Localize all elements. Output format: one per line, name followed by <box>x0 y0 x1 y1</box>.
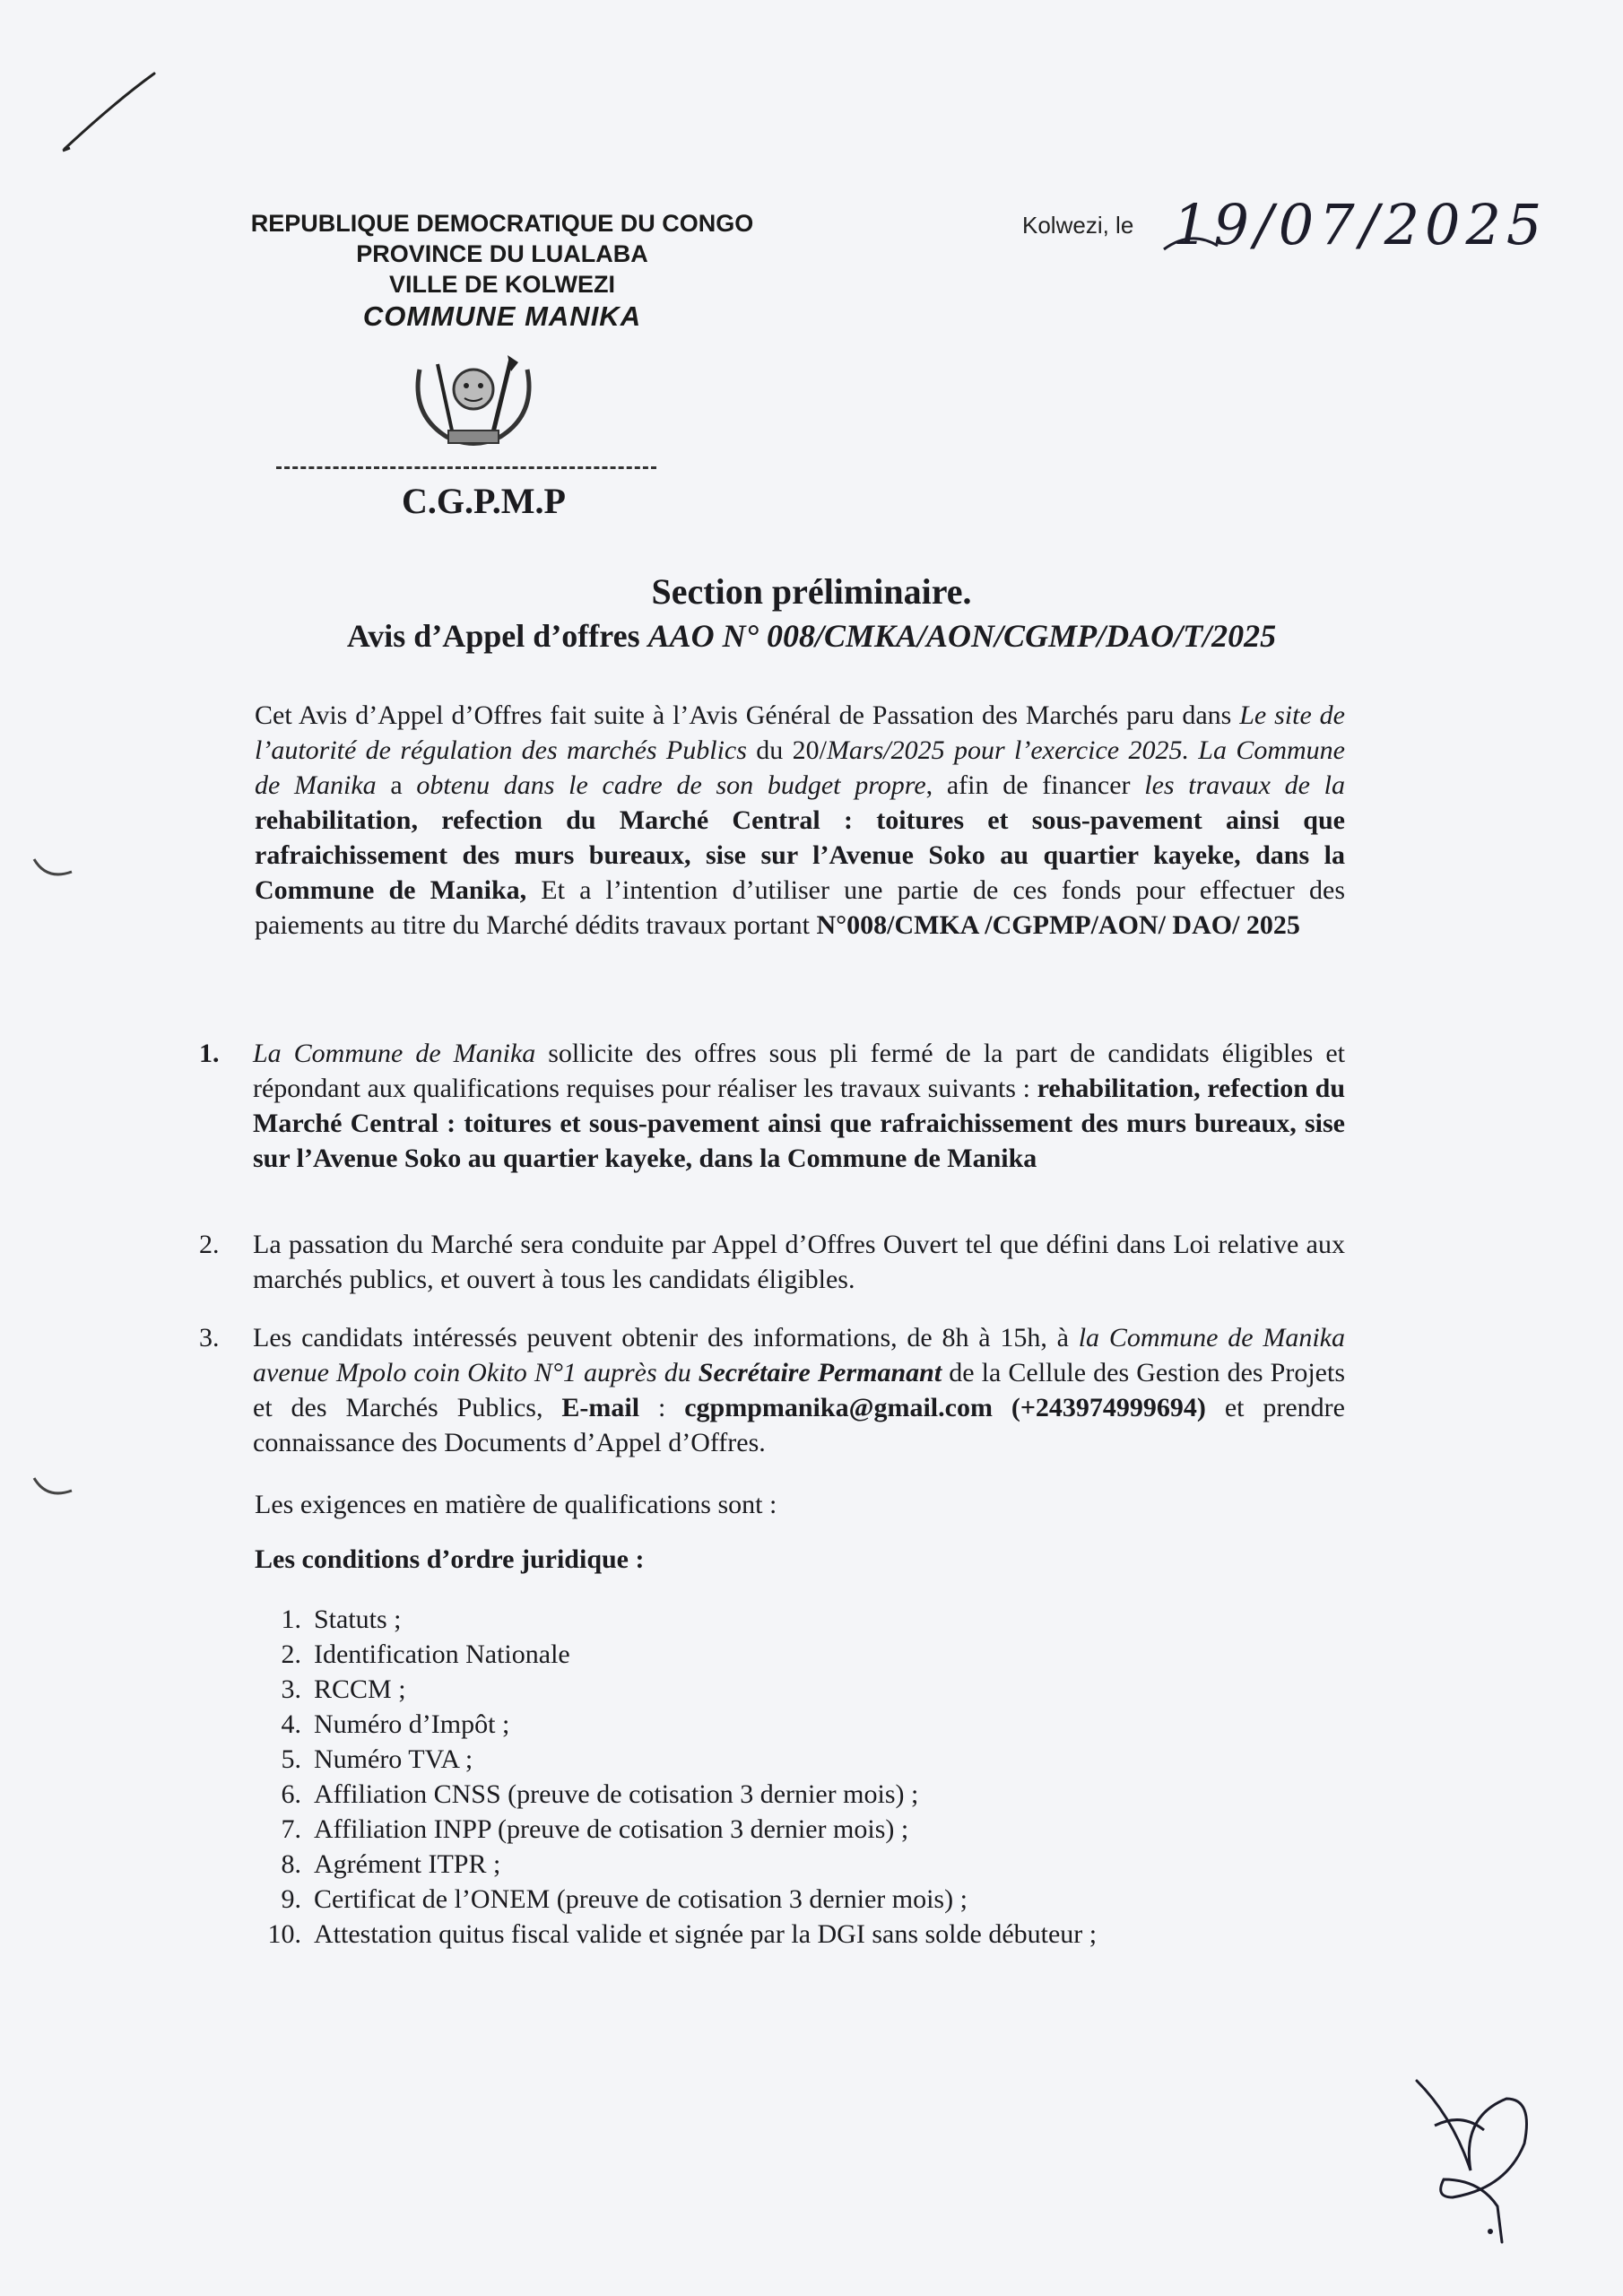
handwritten-date <box>1155 167 1548 283</box>
punch-hole-mark <box>27 1471 81 1507</box>
handwritten-initials <box>1399 2063 1551 2251</box>
intro-text-italic: les travaux de la <box>1144 770 1345 800</box>
list-item-number: 10. <box>267 1919 301 1949</box>
list-item-number: 1. <box>281 1605 301 1634</box>
tender-reference: AAO N° 008/CMKA/AON/CGMP/DAO/T/2025 <box>647 618 1277 654</box>
list-item <box>255 1777 1349 1812</box>
item-text-plain: de la Cellule des Gestion des Projets et des Marchés Publics, <box>253 1358 1345 1422</box>
numbered-item-1 <box>199 1036 1345 1176</box>
list-item <box>255 1882 1349 1917</box>
unit-acronym: C.G.P.M.P <box>402 481 566 521</box>
item-text-plain: Les candidats intéressés peuvent obtenir des informations, de 8h à 15h, à <box>253 1323 1079 1352</box>
list-item-text: Certificat de l’ONEM (preuve de cotisation 3 dernier mois) ; <box>314 1884 968 1914</box>
letterhead <box>179 208 825 332</box>
intro-text: Cet Avis d’Appel d’Offres fait suite à l’Avis Général de Passation des Marchés paru dans <box>255 700 1240 730</box>
handwritten-date-text: 19/07/2025 <box>1173 192 1548 257</box>
item-text-italic: la Commune de Manika avenue Mpolo coin Okito N°1 auprès du <box>253 1323 1345 1387</box>
item-number: 1. <box>199 1039 220 1068</box>
intro-text-bold: rehabilitation, refection du Marché Central : toitures et sous-pavement ainsi que rafraichissement des murs bureaux, sise sur l’Avenue Soko au quartier kayeke, dans la Commune de Manika, <box>255 805 1345 905</box>
list-item-number: 7. <box>281 1814 301 1844</box>
list-item-number: 2. <box>281 1639 301 1669</box>
list-item-number: 8. <box>281 1849 301 1879</box>
city-name: VILLE DE KOLWEZI <box>388 271 615 298</box>
intro-text: Et a l’intention d’utiliser une partie de ces fonds pour effectuer des paiements au titre du Marché dédits travaux portant <box>255 875 1345 940</box>
intro-text: du 20/ <box>746 735 827 765</box>
intro-text: , afin de financer <box>925 770 1145 800</box>
item-text-plain: sollicite des offres sous pli fermé de la part de candidats éligibles et répondant aux qualifications requises pour réaliser les travaux suivants : <box>253 1039 1345 1103</box>
legal-conditions-heading: Les conditions d’ordre juridique : <box>255 1544 645 1574</box>
numbered-item-2 <box>199 1227 1345 1297</box>
list-item-text: Numéro d’Impôt ; <box>314 1709 510 1739</box>
pen-stroke-mark <box>54 63 161 161</box>
header-divider <box>276 466 656 469</box>
item-number: 3. <box>199 1323 220 1352</box>
requirements-intro: Les exigences en matière de qualifications sont : <box>255 1490 777 1519</box>
place-label: Kolwezi, le <box>1022 212 1134 239</box>
province-name: PROVINCE DU LUALABA <box>356 240 648 267</box>
list-item-text: Statuts ; <box>314 1605 402 1634</box>
contact-email-phone: cgpmpmanika@gmail.com (+243974999694) <box>684 1393 1206 1422</box>
intro-text-italic: Mars/2025 pour l’exercice 2025. La Commune de Manika <box>255 735 1345 800</box>
list-item-text: Attestation quitus fiscal valide et signée par la DGI sans solde débuteur ; <box>314 1919 1098 1949</box>
coat-of-arms-icon <box>393 352 554 459</box>
item-text <box>253 1036 1345 1176</box>
intro-text-italic: Le site de l’autorité de régulation des marchés Publics <box>255 700 1345 765</box>
list-item <box>255 1742 1349 1777</box>
list-item <box>255 1917 1349 1952</box>
list-item-text: Identification Nationale <box>314 1639 570 1669</box>
tender-notice-prefix: Avis d’Appel d’offres <box>346 618 648 654</box>
section-title: Section préliminaire. <box>651 571 972 612</box>
email-label: E-mail <box>561 1393 640 1422</box>
item-text <box>253 1320 1345 1460</box>
intro-paragraph <box>255 698 1345 943</box>
item-number: 2. <box>199 1230 220 1259</box>
list-item-number: 3. <box>281 1674 301 1704</box>
tender-notice-title <box>0 617 1623 655</box>
item-text-bold: rehabilitation, refection du Marché Central : toitures et sous-pavement ainsi que rafraichissement des murs bureaux, sise sur l’Avenue Soko au quartier kayeke, dans la Commune de Manika <box>253 1074 1346 1173</box>
item-text-bold-italic: Secrétaire Permanant <box>698 1358 942 1387</box>
item-text-plain: et prendre connaissance des Documents d’Appel d’Offres. <box>253 1393 1345 1457</box>
list-item-number: 4. <box>281 1709 301 1739</box>
list-item-number: 5. <box>281 1744 301 1774</box>
list-item-text: Affiliation INPP (preuve de cotisation 3 dernier mois) ; <box>314 1814 909 1844</box>
contract-number: N°008/CMKA /CGPMP/AON/ DAO/ 2025 <box>816 910 1300 940</box>
intro-text: a <box>376 770 417 800</box>
list-item-text: RCCM ; <box>314 1674 406 1704</box>
list-item-text: Numéro TVA ; <box>314 1744 473 1774</box>
item-text-plain: : <box>639 1393 685 1422</box>
punch-hole-mark <box>27 852 81 888</box>
list-item <box>255 1847 1349 1882</box>
list-item <box>255 1602 1349 1637</box>
list-item-text: Agrément ITPR ; <box>314 1849 501 1879</box>
list-item <box>255 1672 1349 1707</box>
item-text: La passation du Marché sera conduite par Appel d’Offres Ouvert tel que défini dans Loi relative aux marchés publics, et ouvert à tous les candidats éligibles. <box>253 1230 1345 1294</box>
intro-text-italic: obtenu dans le cadre de son budget propre <box>416 770 926 800</box>
list-item-text: Affiliation CNSS (preuve de cotisation 3 dernier mois) ; <box>314 1779 919 1809</box>
list-item <box>255 1812 1349 1847</box>
legal-conditions-list <box>255 1602 1349 1952</box>
country-name: REPUBLIQUE DEMOCRATIQUE DU CONGO <box>250 210 754 237</box>
list-item <box>255 1707 1349 1742</box>
commune-name: COMMUNE MANIKA <box>362 300 642 332</box>
list-item-number: 9. <box>281 1884 301 1914</box>
item-text-italic: La Commune de Manika <box>253 1039 536 1068</box>
list-item <box>255 1637 1349 1672</box>
list-item-number: 6. <box>281 1779 301 1809</box>
numbered-item-3 <box>199 1320 1345 1460</box>
